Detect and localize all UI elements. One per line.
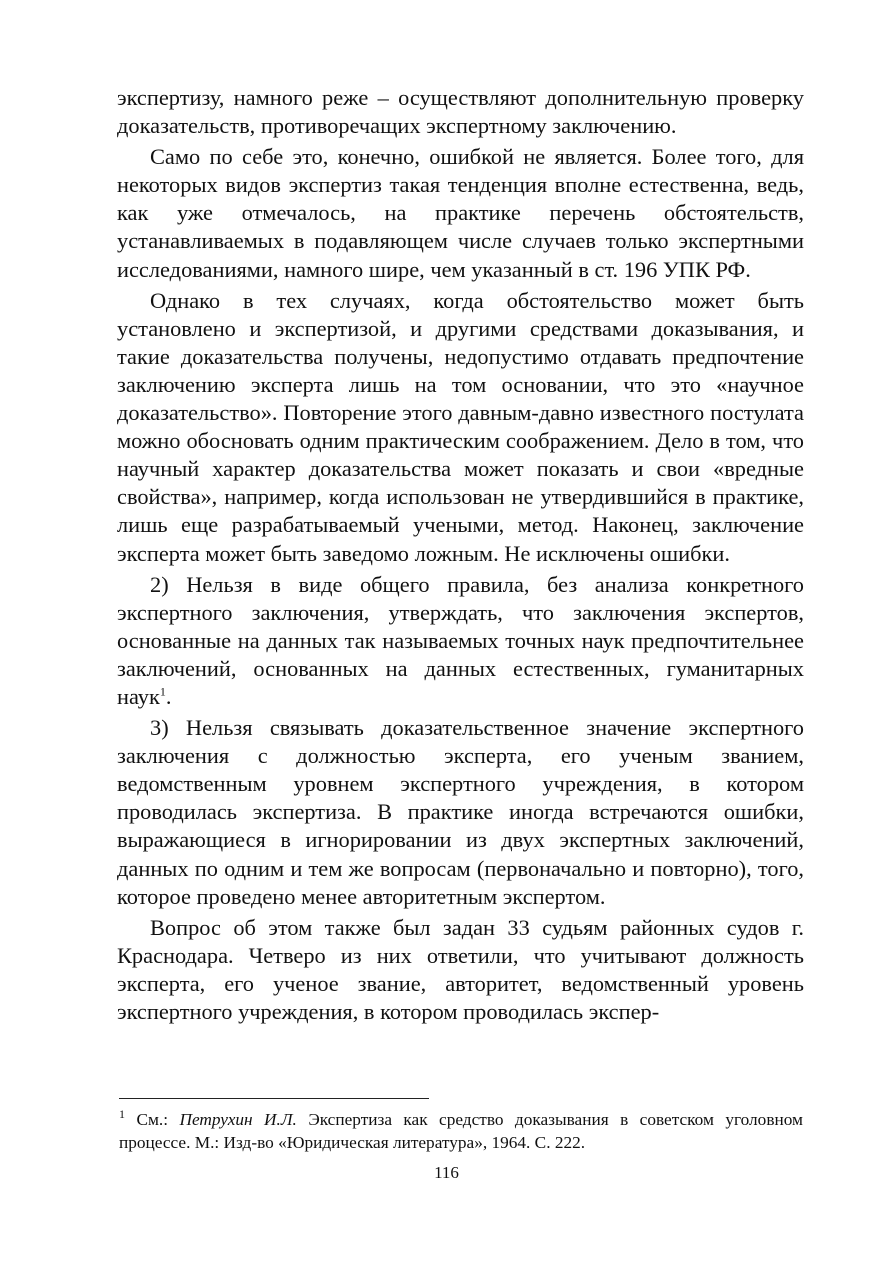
footnote-prefix: См.: bbox=[136, 1110, 169, 1129]
paragraph-6: Вопрос об этом также был задан 33 судьям районных судов г. Краснодара. Четверо из них ответили, что учитывают должность эксперта, его ученое звание, авторитет, ведомственный уровень экспертного учреждения, в котором проводилась экспер- bbox=[117, 914, 804, 1024]
paragraph-4: 2) Нельзя в виде общего правила, без анализа конкретного экспертного заключения, утверждать, что заключения экспертов, основанные на данных так называемых точных наук предпочтительнее заключений, основанных на данных естественных, гуманитарных наук$^1$. bbox=[117, 571, 804, 709]
footnote-reference: 1 bbox=[159, 684, 166, 699]
paragraph-3: Однако в тех случаях, когда обстоятельство может быть установлено и экспертизой, и другими средствами доказывания, и такие доказательства получены, недопустимо отдавать предпочтение заключению эксперта лишь на том основании, что это «научное доказательство». Повторение этого давным-давно известного постулата можно обосновать одним практическим соображением. Дело в том, что научный характер доказательства может показать и свои «вредные свойства», например, когда использован не утвердившийся в практике, лишь еще разрабатываемый учеными, метод. Наконец, заключение эксперта может быть заведомо ложным. Не исключены ошибки. bbox=[117, 287, 804, 566]
paragraph-1: экспертизу, намного реже – осуществляют дополнительную проверку доказательств, противоречащих экспертному заключению. bbox=[117, 85, 804, 139]
footnote-divider bbox=[119, 1098, 429, 1099]
paragraph-4-text: 2) Нельзя в виде общего правила, без анализа конкретного экспертного заключения, утверждать, что заключения экспертов, основанные на данных так называемых точных наук предпочтительнее заключений, основанных на данных естественных, гуманитарных наук bbox=[117, 571, 804, 709]
body-text bbox=[117, 84, 804, 1026]
footnote-author: Петрухин И.Л. bbox=[179, 1110, 297, 1129]
footnote-marker: 1 bbox=[119, 1107, 125, 1122]
footnote bbox=[119, 1108, 803, 1154]
footnote-text: Экспертиза как средство доказывания в советском уголовном процессе. М.: Изд-во «Юридическая литература», 1964. С. 222. bbox=[119, 1110, 803, 1152]
paragraph-5: 3) Нельзя связывать доказательственное значение экспертного заключения с должностью эксперта, его ученым званием, ведомственным уровнем экспертного учреждения, в котором проводилась экспертиза. В практике иногда встречаются ошибки, выражающиеся в игнорировании из двух экспертных заключений, данных по одним и тем же вопросам (первоначально и повторно), того, которое проведено менее авторитетным экспертом. bbox=[117, 715, 804, 909]
paragraph-2: Само по себе это, конечно, ошибкой не является. Более того, для некоторых видов экспертиз такая тенденция вполне естественна, ведь, как уже отмечалось, на практике перечень обстоятельств, устанавливаемых в подавляющем числе случаев только экспертными исследованиями, намного шире, чем указанный в ст. 196 УПК РФ. bbox=[117, 144, 804, 282]
page-number: 116 bbox=[434, 1163, 459, 1182]
